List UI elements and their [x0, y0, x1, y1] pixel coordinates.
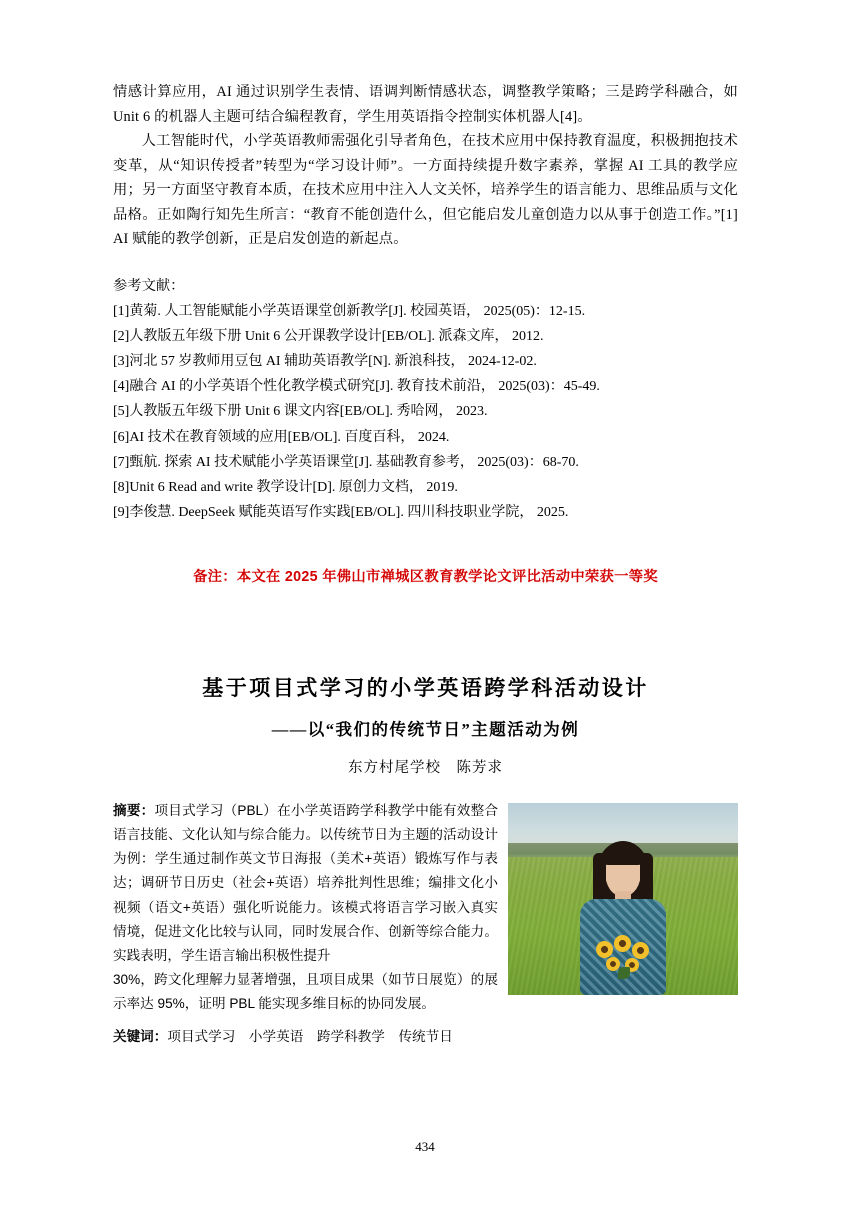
keywords-line — [113, 1025, 738, 1049]
sunflower-icon — [614, 935, 631, 952]
reference-item: [7]甄航. 探索 AI 技术赋能小学英语课堂[J]. 基础教育参考， 2025(03)：68-70. — [113, 454, 579, 470]
reference-item: [1]黄菊. 人工智能赋能小学英语课堂创新教学[J]. 校园英语， 2025(05)：12-15. — [113, 303, 586, 319]
page-number: 434 — [415, 1139, 435, 1154]
reference-item: [5]人教版五年级下册 Unit 6 课文内容[EB/OL]. 秀哈网， 2023. — [113, 404, 488, 420]
keywords-label: 关键词： — [113, 1028, 168, 1044]
spacer — [113, 777, 738, 799]
reference-item: [2]人教版五年级下册 Unit 6 公开课教学设计[EB/OL]. 派森文库， 2012. — [113, 328, 544, 344]
reference-item: [9]李俊慧. DeepSeek 赋能英语写作实践[EB/OL]. 四川科技职业学院， 2025. — [113, 505, 569, 521]
reference-item: [3]河北 57 岁教师用豆包 AI 辅助英语教学[N]. 新浪科技， 2024-12-02. — [113, 354, 537, 369]
spacer — [113, 252, 738, 274]
body-paragraph-1: 情感计算应用，AI 通过识别学生表情、语调判断情感状态，调整教学策略；三是跨学科融合，如 Unit 6 的机器人主题可结合编程教育，学生用英语指令控制实体机器人[4]。 — [113, 84, 738, 125]
abstract-text-continued: 30%，跨文化理解力显著增强，且项目成果（如节日展览）的展示率达 95%，证明 PBL 能实现多维目标的协同发展。 — [113, 972, 498, 1012]
award-note: 备注：本文在 2025 年佛山市禅城区教育教学论文评比活动中荣获一等奖 — [193, 568, 658, 585]
spacer — [113, 525, 738, 551]
sunflower-icon — [632, 942, 649, 959]
references-heading: 参考文献： — [113, 278, 185, 295]
reference-item: [8]Unit 6 Read and write 教学设计[D]. 原创力文档， 2019. — [113, 479, 458, 495]
spacer — [113, 740, 738, 756]
abstract-text: 项目式学习（PBL）在小学英语跨学科教学中能有效整合语言技能、文化认知与综合能力。以传统节日为主题的活动设计为例：学生通过制作英文节日海报（美术+英语）锻炼写作与表达；调研节日历史（社会+英语）培养批判性思维；编排文化小视频（语文+英语）强化听说能力。该模式将语言学习嵌入真实情境，促进文化比较与认同，同时发展合作、创新等综合能力。实践表明，学生语言输出积极性提升 — [113, 802, 499, 964]
spacer — [113, 1017, 738, 1025]
article-subtitle: ——以“我们的传统节日”主题活动为例 — [271, 719, 580, 739]
page-content — [113, 80, 738, 1049]
article-author: 东方村尾学校 陈芳求 — [348, 759, 503, 776]
photo-hair-front — [601, 847, 645, 865]
article-title: 基于项目式学习的小学英语跨学科活动设计 — [202, 675, 649, 700]
abstract-block — [113, 799, 738, 968]
keywords-value: 项目式学习 小学英语 跨学科教学 传统节日 — [167, 1028, 453, 1044]
spacer — [113, 600, 738, 672]
reference-item: [4]融合 AI 的小学英语个性化教学模式研究[J]. 教育技术前沿， 2025(03)：45-49. — [113, 379, 600, 395]
author-portrait-photo — [508, 803, 738, 995]
reference-item: [6]AI 技术在教育领域的应用[EB/OL]. 百度百科， 2024. — [113, 429, 450, 445]
sunflower-icon — [596, 941, 613, 958]
spacer — [113, 702, 738, 716]
abstract-label: 摘要： — [113, 802, 155, 818]
body-paragraph-2: 人工智能时代，小学英语教师需强化引导者角色，在技术应用中保持教育温度，积极拥抱技术变革，从“知识传授者”转型为“学习设计师”。一方面持续提升数字素养，掌握 AI 工具的教学应用；另一方面坚守教育本质，在技术应用中注入人文关怀，培养学生的语言能力、思维品质与文化品格。正如陶行知先生所言：“教育不能创造什么，但它能启发儿童创造力以从事于创造工作。”[1] AI 赋能的教学创新，正是启发创造的新起点。 — [113, 133, 738, 248]
